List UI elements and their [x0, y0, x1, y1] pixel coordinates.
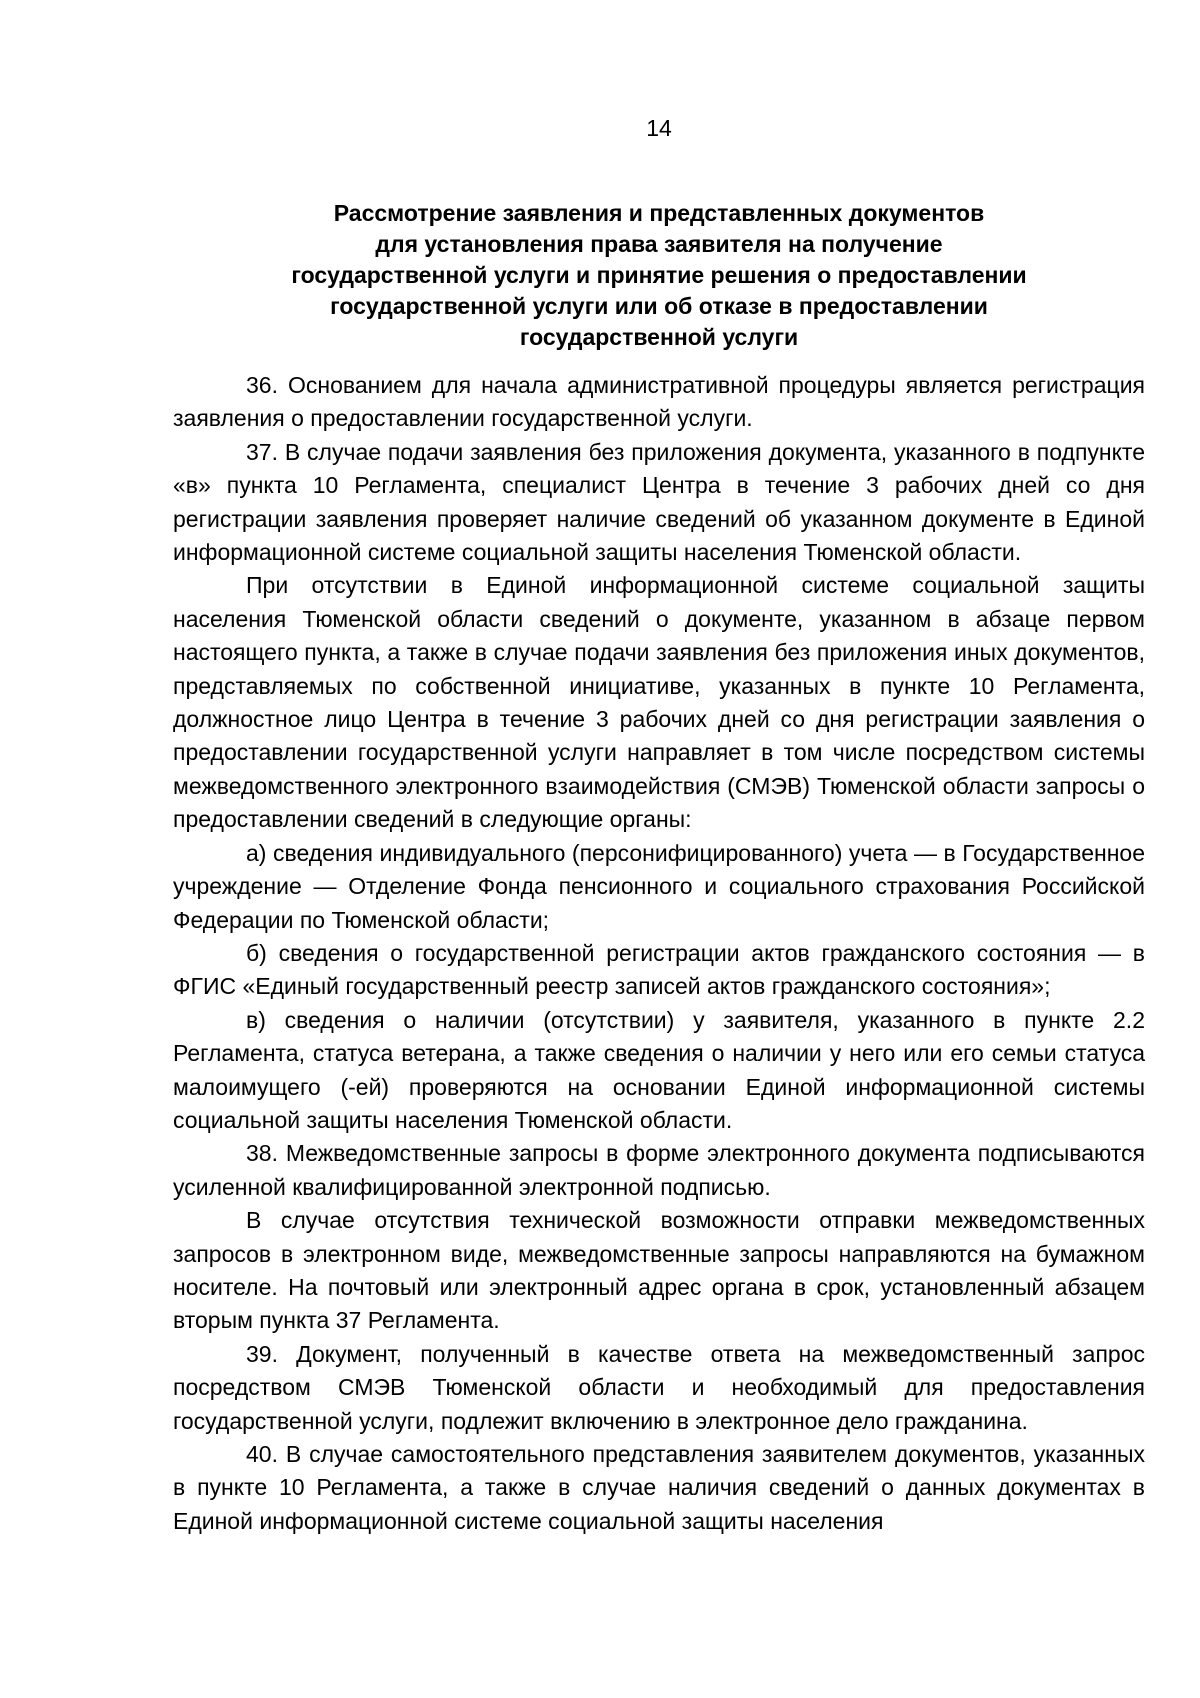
page-number: 14: [646, 115, 672, 141]
heading-line: государственной услуги: [519, 324, 799, 350]
paragraph-40: 40. В случае самостоятельного представления заявителем документов, указанных в пункте 10 Регламента, а также в случае наличия сведений о данных документах в Единой информационной системе социальной защиты населения: [173, 1441, 1145, 1534]
paragraph-38: 38. Межведомственные запросы в форме электронного документа подписываются усиленной квалифицированной электронной подписью.: [173, 1140, 1145, 1200]
paragraph-39: 39. Документ, полученный в качестве ответа на межведомственный запрос посредством СМЭВ Тюменской области и необходимый для предоставления государственной услуги, подлежит включению в электронное дело гражданина.: [173, 1340, 1145, 1434]
paragraph-37: 37. В случае подачи заявления без приложения документа, указанного в подпункте «в» пункта 10 Регламента, специалист Центра в течение 3 рабочих дней со дня регистрации заявления проверяет наличие сведений об указанном документе в Единой информационной системе социальной защиты населения Тюменской области.: [173, 438, 1145, 566]
paragraph-36: 36. Основанием для начала административной процедуры является регистрация заявления о предоставлении государственной услуги.: [173, 372, 1145, 432]
heading-line: для установления права заявителя на получение: [375, 231, 943, 257]
heading-line: государственной услуги или об отказе в предоставлении: [330, 293, 988, 319]
paragraph-37-second: При отсутствии в Единой информационной системе социальной защиты населения Тюменской области сведений о документе, указанном в абзаце первом настоящего пункта, а также в случае подачи заявления без приложения иных документов, представляемых по собственной инициативе, указанных в пункте 10 Регламента, должностное лицо Центра в течение 3 рабочих дней со дня регистрации заявления о предоставлении государственной услуги направляет в том числе посредством системы межведомственного электронного взаимодействия (СМЭВ) Тюменской области запросы о предоставлении сведений в следующие органы:: [173, 572, 1145, 833]
body-text: [173, 369, 1145, 1538]
section-heading: [173, 198, 1145, 353]
list-item-v: в) сведения о наличии (отсутствии) у заявителя, указанного в пункте 2.2 Регламента, статуса ветерана, а также сведения о наличии у него или его семьи статуса малоимущего (-ей) проверяются на основании Единой информационной системы социальной защиты населения Тюменской области.: [173, 1006, 1145, 1133]
list-item-b: б) сведения о государственной регистрации актов гражданского состояния — в ФГИС «Единый государственный реестр записей актов гражданского состояния»;: [173, 939, 1145, 1000]
heading-line: Рассмотрение заявления и представленных документов: [333, 200, 985, 226]
heading-line: государственной услуги и принятие решения о предоставлении: [291, 262, 1027, 288]
paragraph-38-second: В случае отсутствия технической возможности отправки межведомственных запросов в электронном виде, межведомственные запросы направляются на бумажном носителе. На почтовый или электронный адрес органа в срок, установленный абзацем вторым пункта 37 Регламента.: [173, 1207, 1145, 1334]
list-item-a: а) сведения индивидуального (персонифицированного) учета — в Государственное учреждение — Отделение Фонда пенсионного и социального страхования Российской Федерации по Тюменской области;: [173, 839, 1145, 933]
